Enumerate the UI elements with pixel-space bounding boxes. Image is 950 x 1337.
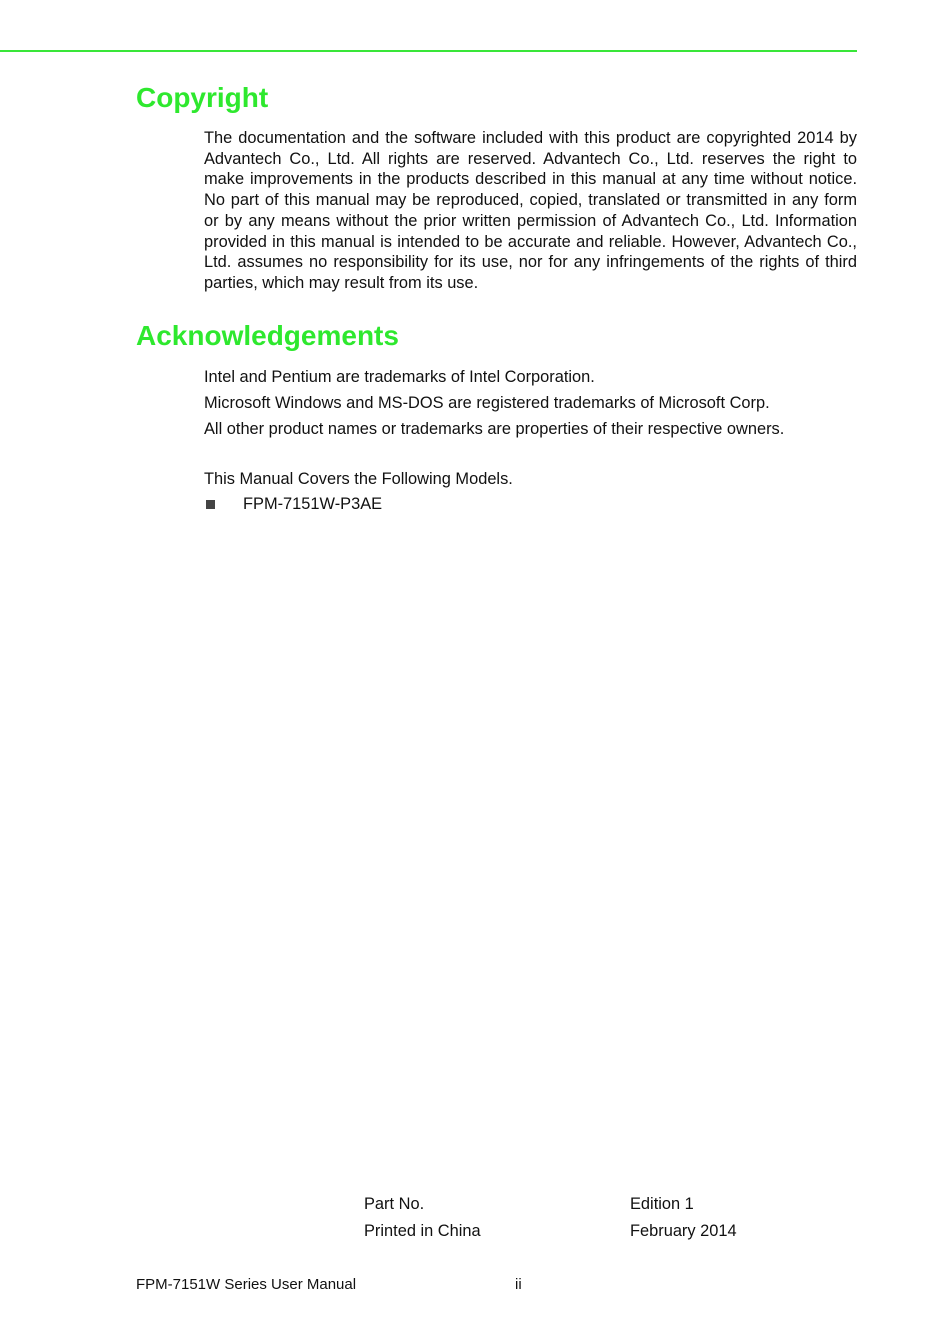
header-rule xyxy=(0,50,857,52)
copyright-paragraph: The documentation and the software included with this product are copyrighted 2014 by Advantech Co., Ltd. All rights are reserved. Advantech Co., Ltd. reserves the right to make improvements in the products described in this manual at any time without notice. No part of this manual may be reproduced, copied, translated or transmitted in any form or by any means without the prior written permission of Advantech Co., Ltd. Information provided in this manual is intended to be accurate and reliable. However, Advantech Co., Ltd. assumes no responsibility for its use, nor for any infringements of the rights of third parties, which may result from its use. xyxy=(204,129,857,292)
acknowledgement-line: Intel and Pentium are trademarks of Intel Corporation. xyxy=(204,368,595,386)
footer-manual-title: FPM-7151W Series User Manual xyxy=(136,1276,357,1293)
printed-in-label: Printed in China xyxy=(364,1222,481,1240)
models-title: This Manual Covers the Following Models. xyxy=(204,470,513,488)
publication-date: February 2014 xyxy=(630,1222,737,1240)
part-number-label: Part No. xyxy=(364,1195,425,1213)
acknowledgement-line: Microsoft Windows and MS-DOS are registered trademarks of Microsoft Corp. xyxy=(204,394,770,412)
footer-page-number: ii xyxy=(515,1276,522,1293)
square-bullet-icon xyxy=(206,500,215,509)
copyright-heading: Copyright xyxy=(136,82,269,113)
acknowledgement-line: All other product names or trademarks are properties of their respective owners. xyxy=(204,420,785,438)
edition-label: Edition 1 xyxy=(630,1195,694,1213)
acknowledgements-heading: Acknowledgements xyxy=(136,320,399,351)
model-name: FPM-7151W-P3AE xyxy=(243,495,383,513)
